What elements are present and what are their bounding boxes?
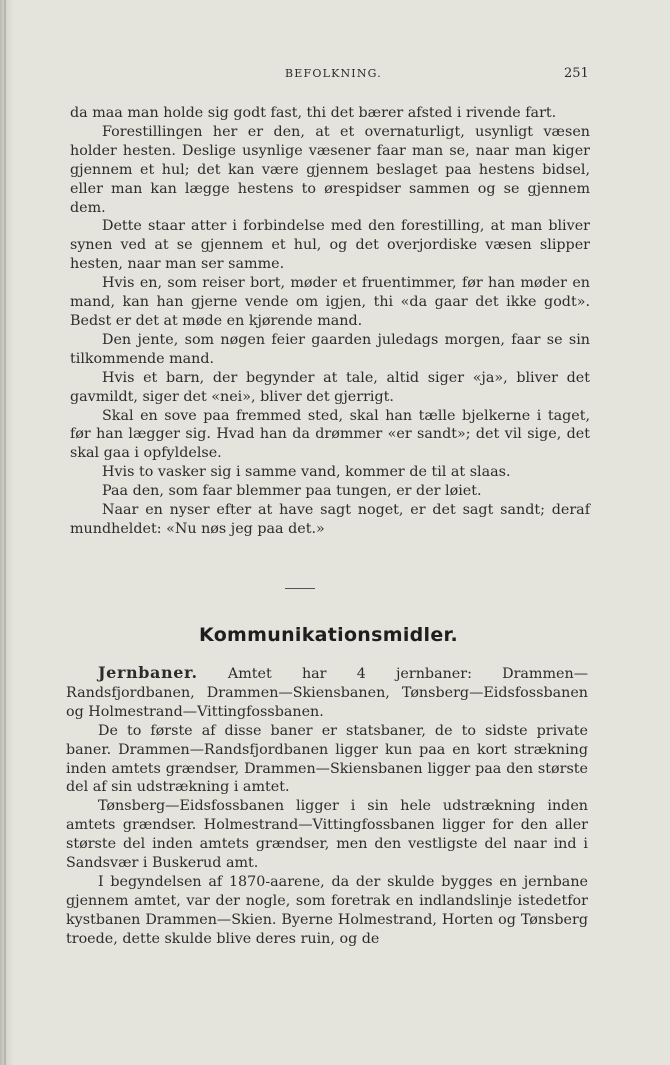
- paragraph: Paa den, som faar blemmer paa tungen, er der løiet.: [102, 483, 482, 500]
- binding-edge: [4, 0, 6, 1065]
- folklore-text-block: [70, 104, 590, 539]
- paragraph: Skal en sove paa fremmed sted, skal han tælle bjelkerne i taget, før han lægger sig. Hvad han da drømmer «er sandt»; det vil sige, det skal gaa i opfyldelse.: [70, 407, 590, 462]
- communications-text-block: [66, 664, 588, 949]
- paragraph: De to første af disse baner er statsbaner, de to sidste private baner. Drammen—Randsfjordbanen ligger kun paa en kort strækning inden amtets grændser, Drammen—Skiensbanen ligger paa den største del af sin udstrækning i amtet.: [66, 722, 588, 796]
- paragraph: Forestillingen her er den, at et overnaturligt, usynligt væsen holder hesten. Deslige usynlige væsener faar man se, naar man kiger gjennem et hul; det kan være gjennem beslaget paa hestens bidsel, eller man kan lægge hestens to ørespidser sammen og se gjennem dem.: [70, 123, 590, 216]
- section-heading: Kommunikationsmidler.: [199, 624, 459, 646]
- paragraph: Hvis to vasker sig i samme vand, kommer de til at slaas.: [102, 464, 511, 481]
- paragraph: I begyndelsen af 1870-aarene, da der skulde bygges en jernbane gjennem amtet, var der nogle, som foretrak en indlandslinje istedetfor kystbanen Drammen—Skien. Byerne Holmestrand, Horten og Tønsberg troede, dette skulde blive deres ruin, og de: [66, 873, 588, 947]
- running-header: BEFOLKNING.: [285, 67, 382, 80]
- paragraph: Naar en nyser efter at have sagt noget, er det sagt sandt; deraf mundheldet: «Nu nøs jeg paa det.»: [70, 502, 590, 537]
- paragraph: Hvis en, som reiser bort, møder et fruentimmer, før han møder en mand, kan han gjerne vende om igjen, thi «da gaar det ikke godt». Bedst er det at møde en kjørende mand.: [70, 275, 590, 329]
- paragraph: Den jente, som nøgen feier gaarden juledags morgen, faar se sin tilkommende mand.: [70, 331, 590, 367]
- runin-heading: Jernbaner.: [98, 663, 198, 682]
- paragraph: Dette staar atter i forbindelse med den forestilling, at man bliver synen ved at se gjennem et hul, og det overjordiske væsen slipper hesten, naar man ser samme.: [70, 218, 590, 273]
- paragraph: [66, 664, 588, 722]
- section-divider: [285, 588, 315, 589]
- page-spine-shadow: [0, 0, 14, 1065]
- paragraph-text: Amtet har 4 jernbaner: Drammen—Randsfjordbanen, Drammen—Skiensbanen, Tønsberg—Eidsfossbanen og Holmestrand—Vittingfossbanen.: [66, 666, 589, 720]
- paragraph: da maa man holde sig godt fast, thi det bærer afsted i rivende fart.: [70, 105, 557, 121]
- paragraph: Tønsberg—Eidsfossbanen ligger i sin hele udstrækning inden amtets grændser. Holmestrand—Vittingfossbanen ligger for den aller største del inden amtets grændser, men den vestligste del naar ind i Sandsvær i Buskerud amt.: [66, 798, 588, 872]
- paragraph: Hvis et barn, der begynder at tale, altid siger «ja», bliver det gavmildt, siger det «nei», bliver det gjerrigt.: [70, 369, 590, 405]
- page-number: 251: [564, 66, 589, 81]
